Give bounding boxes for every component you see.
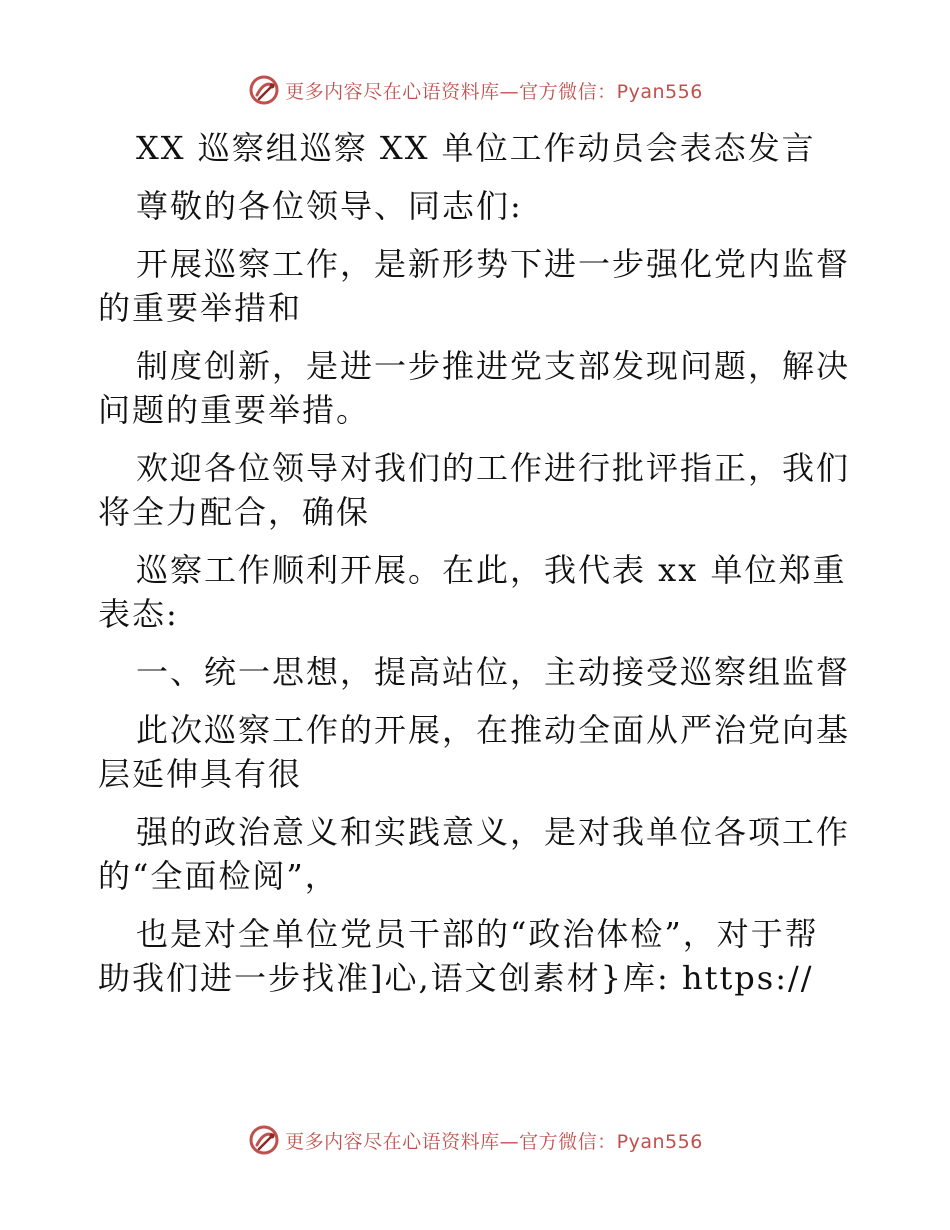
text-line: 开展巡察工作，是新形势下进一步强化党内监督 — [136, 245, 851, 283]
document-body — [98, 126, 858, 1000]
text-line: 也是对全单位党员干部的“政治体检”，对于帮 — [136, 915, 819, 953]
text-line: 将全力配合，确保 — [98, 493, 371, 531]
watermark-logo-icon — [247, 73, 281, 107]
text-line: 助我们进一步找准]心,语文创素材}库: https:// — [98, 959, 814, 997]
watermark-text: 更多内容尽在心语资料库—官方微信：Pyan556 — [285, 1130, 703, 1153]
text-line: 表态: — [98, 595, 179, 633]
watermark-logo-icon — [247, 1123, 281, 1157]
text-line: 一、统一思想，提高站位，主动接受巡察组监督 — [136, 653, 851, 691]
text-line: 的“全面检阅”， — [98, 857, 339, 895]
text-line: 尊敬的各位领导、同志们: — [136, 187, 523, 225]
watermark-banner-bottom — [0, 1120, 950, 1160]
text-line: 欢迎各位领导对我们的工作进行批评指正，我们 — [136, 449, 851, 487]
text-line: 巡察工作顺利开展。在此，我代表 xx 单位郑重 — [136, 551, 847, 589]
document-title: XX 巡察组巡察 XX 单位工作动员会表态发言 — [136, 129, 816, 167]
text-line: 强的政治意义和实践意义，是对我单位各项工作 — [136, 813, 851, 851]
watermark-text: 更多内容尽在心语资料库—官方微信：Pyan556 — [285, 80, 703, 103]
text-line: 此次巡察工作的开展，在推动全面从严治党向基 — [136, 711, 851, 749]
text-line: 问题的重要举措。 — [98, 391, 371, 429]
text-line: 的重要举措和 — [98, 289, 303, 327]
text-line: 层延伸具有很 — [98, 755, 303, 793]
text-line: 制度创新，是进一步推进党支部发现问题，解决 — [136, 347, 851, 385]
watermark-banner-top — [0, 70, 950, 110]
